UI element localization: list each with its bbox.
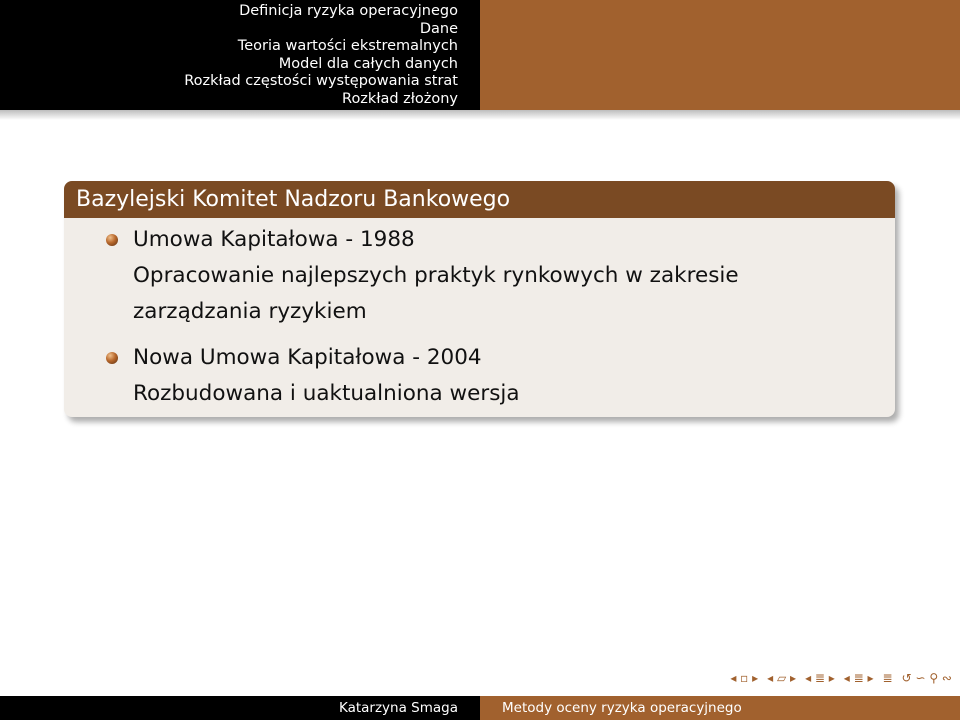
beamer-navigation-controls (730, 670, 952, 686)
footer-title: Metody oceny ryzyka operacyjnego (480, 696, 960, 720)
section-nav-icon[interactable]: ◂ ≣ ▸ (843, 671, 874, 685)
section-navigation (0, 0, 480, 110)
frame-nav-icon[interactable]: ◂ ▫ ▸ (730, 671, 759, 685)
slide-nav-icon[interactable]: ◂ ▱ ▸ (767, 671, 797, 685)
nav-item-definicja[interactable]: Definicja ryzyka operacyjnego (239, 3, 458, 19)
bullet-icon (106, 352, 118, 364)
search-zoom-icon[interactable]: ↺ ∽ ⚲ ∾ (901, 671, 952, 685)
nav-item-rozklad-czestosci[interactable]: Rozkład częstości występowania strat (184, 73, 458, 90)
document-nav-icon[interactable]: ≣ (882, 671, 893, 685)
bullet-icon (106, 234, 118, 246)
header-shadow (0, 110, 960, 120)
nav-item-model[interactable]: Model dla całych danych (278, 55, 458, 72)
footer-bar (0, 696, 960, 720)
item-text: Opracowanie najlepszych praktyk rynkowych w zakresie (133, 263, 739, 288)
block-title: Bazylejski Komitet Nadzoru Bankowego (64, 181, 895, 218)
subsection-nav-icon[interactable]: ◂ ≣ ▸ (805, 671, 835, 685)
item-text: Rozbudowana i uaktualniona wersja (133, 381, 520, 406)
nav-item-teoria[interactable]: Teoria wartości ekstremalnych (237, 38, 458, 55)
header-bar (0, 0, 960, 110)
header-accent-panel (480, 0, 960, 110)
item-heading: Nowa Umowa Kapitałowa - 2004 (133, 345, 482, 370)
list-item (133, 222, 873, 330)
item-text: zarządzania ryzykiem (133, 299, 367, 324)
item-heading: Umowa Kapitałowa - 1988 (133, 227, 415, 252)
footer-author: Katarzyna Smaga (0, 696, 480, 720)
list-item (133, 340, 873, 412)
content-block (64, 181, 895, 417)
nav-item-rozklad-zlozony[interactable]: Rozkład złożony (342, 90, 458, 107)
nav-item-dane[interactable]: Dane (419, 20, 458, 37)
